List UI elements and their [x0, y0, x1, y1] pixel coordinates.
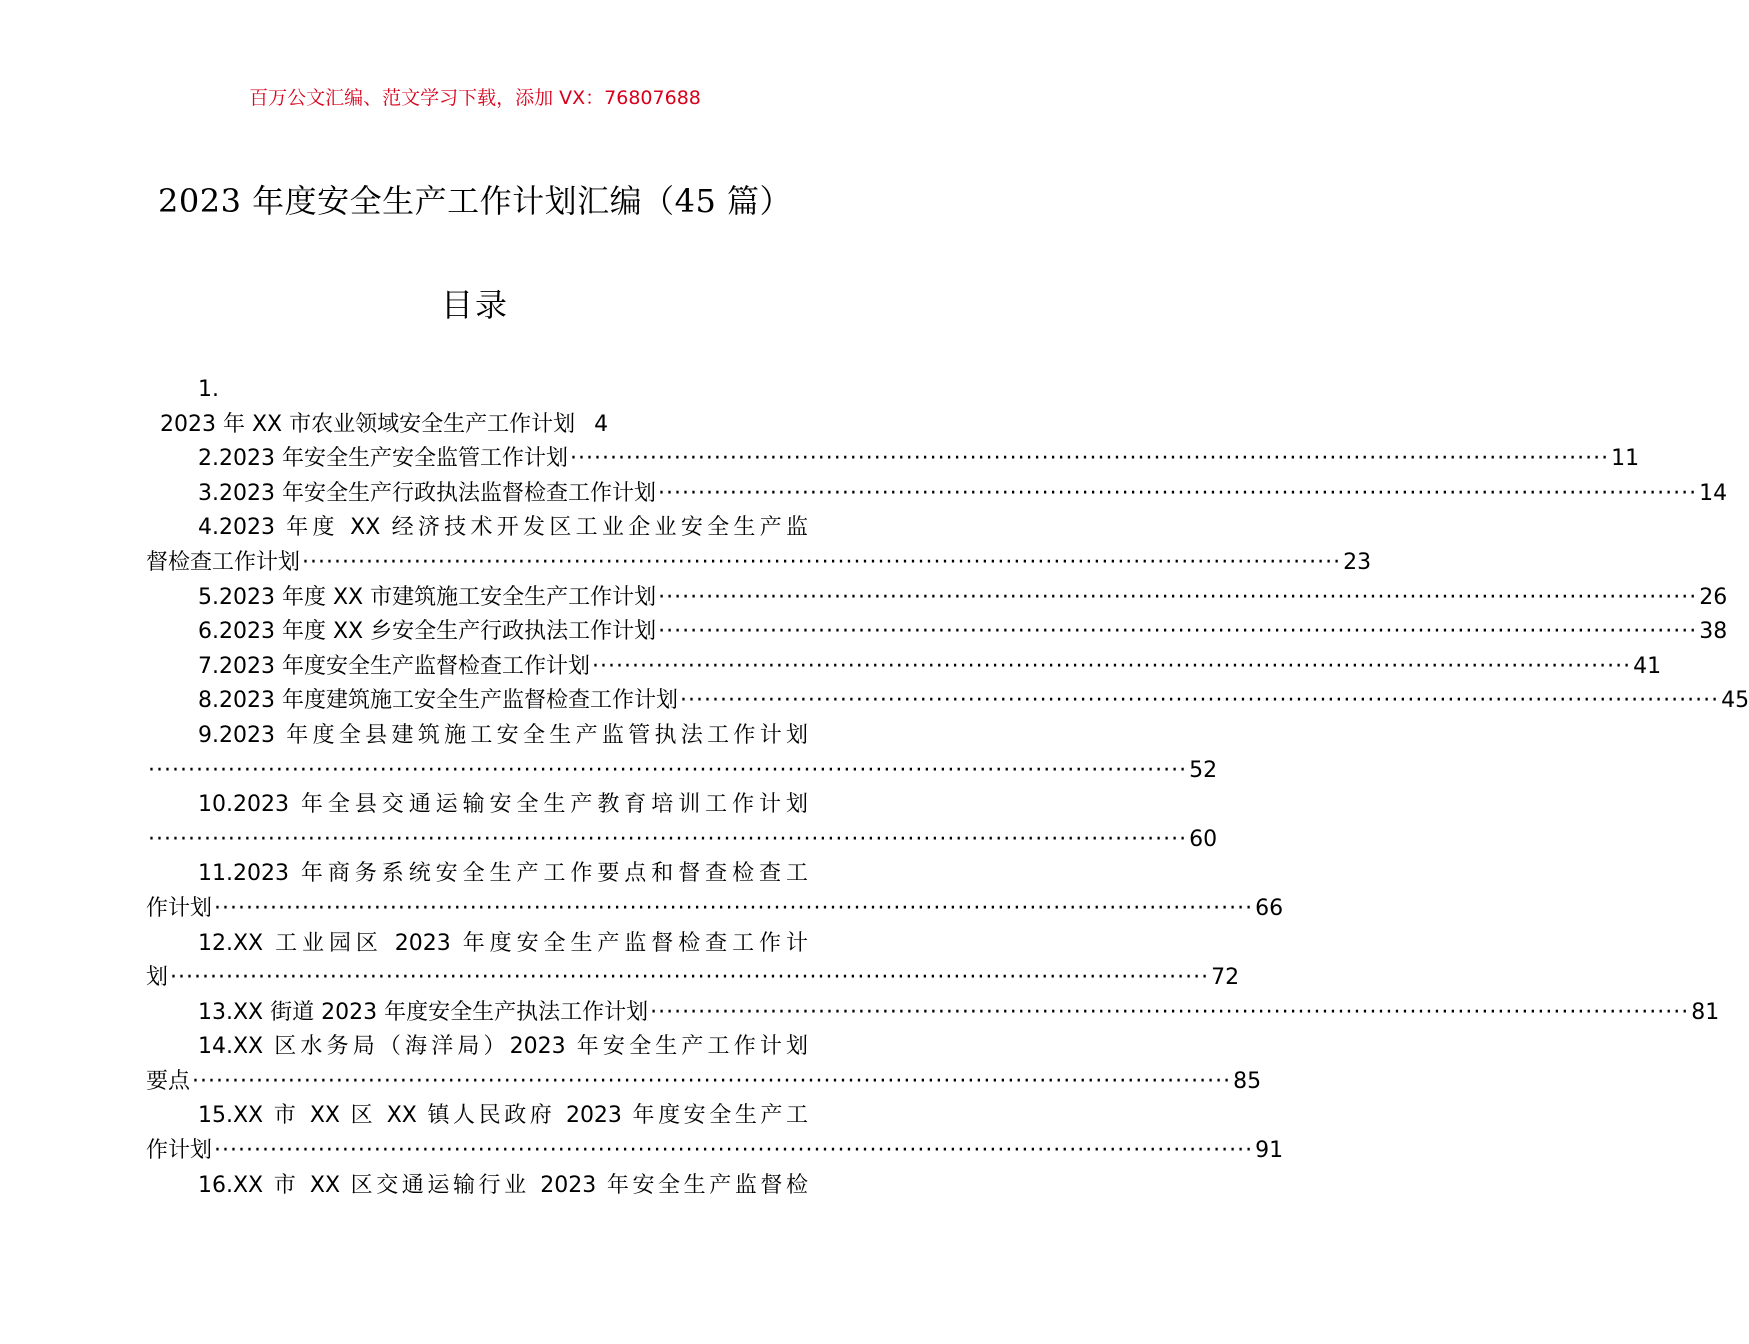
- toc-entry-16[interactable]: [146, 1169, 808, 1204]
- toc-entry-page: 4: [594, 411, 609, 437]
- toc-leader-dots: ··································································································································: [650, 999, 1690, 1025]
- toc-entry-4-continued[interactable]: [146, 546, 1372, 581]
- toc-entry-10[interactable]: [146, 788, 808, 823]
- toc-entry-3[interactable]: [146, 477, 1728, 512]
- toc-entry-14[interactable]: [146, 1030, 808, 1065]
- toc-heading: 目录: [440, 286, 509, 324]
- toc-leader-dots: ··································································································································: [148, 826, 1188, 852]
- toc-leader-dots: ··································································································································: [591, 653, 1632, 679]
- toc-entry-title-continued: 作计划: [146, 895, 213, 921]
- toc-entry-11[interactable]: [146, 857, 808, 892]
- toc-entry-title: 16.XX 市 XX 区交通运输行业 2023 年安全生产监督检: [198, 1172, 808, 1198]
- toc-entry-title: 6.2023 年度 XX 乡安全生产行政执法工作计划: [198, 619, 657, 645]
- toc-leader-dots: ··································································································································: [148, 757, 1188, 783]
- toc-entry-title: 5.2023 年度 XX 市建筑施工安全生产工作计划: [198, 584, 657, 610]
- toc-entry-8[interactable]: [146, 684, 1749, 719]
- toc-entry-title-continued: 督检查工作计划: [146, 549, 301, 575]
- toc-entry-page: 41: [1633, 653, 1662, 679]
- toc-entry-title: 13.XX 街道 2023 年度安全生产执法工作计划: [198, 999, 649, 1025]
- toc-entry-7[interactable]: [146, 650, 1662, 685]
- toc-entry-title: 7.2023 年度安全生产监督检查工作计划: [198, 653, 590, 679]
- toc-entry-title: 8.2023 年度建筑施工安全生产监督检查工作计划: [198, 688, 678, 714]
- toc-entry-9-continued[interactable]: [146, 754, 1218, 789]
- table-of-contents: [146, 373, 1749, 1203]
- toc-entry-title: 3.2023 年安全生产行政执法监督检查工作计划: [198, 480, 656, 506]
- toc-entry-1[interactable]: [146, 408, 808, 443]
- toc-entry-15-continued[interactable]: [146, 1134, 1284, 1169]
- toc-entry-title-continued: 作计划: [146, 1138, 213, 1164]
- header-note: 百万公文汇编、范文学习下载，添加 VX：76807688: [249, 87, 701, 109]
- toc-entry-11-continued[interactable]: [146, 892, 1284, 927]
- toc-entry-15[interactable]: [146, 1099, 808, 1134]
- toc-entry-page: 72: [1211, 965, 1240, 991]
- toc-entry-page: 26: [1699, 584, 1728, 610]
- toc-entry-12-continued[interactable]: [146, 961, 1240, 996]
- toc-entry-page: 85: [1233, 1068, 1262, 1094]
- toc-entry-12[interactable]: [146, 927, 808, 962]
- toc-entry-title: 2023 年 XX 市农业领域安全生产工作计划: [160, 411, 576, 437]
- toc-entry-page: 38: [1699, 619, 1728, 645]
- toc-entry-6[interactable]: [146, 615, 1728, 650]
- toc-entry-13[interactable]: [146, 996, 1720, 1031]
- toc-entry-14-continued[interactable]: [146, 1065, 1262, 1100]
- toc-entry-page: 91: [1255, 1138, 1284, 1164]
- toc-entry-1-number[interactable]: 1.: [198, 377, 219, 402]
- toc-leader-dots: ··································································································································: [657, 480, 1698, 506]
- toc-entry-title-continued: 划: [146, 965, 169, 991]
- toc-entry-title-continued: 要点: [146, 1068, 191, 1094]
- toc-entry-title: 10.2023 年全县交通运输安全生产教育培训工作计划: [198, 792, 808, 818]
- toc-entry-page: 66: [1255, 895, 1284, 921]
- toc-entry-page: 81: [1691, 999, 1720, 1025]
- toc-entry-title: 12.XX 工业园区 2023 年度安全生产监督检查工作计: [198, 930, 808, 956]
- toc-entry-5[interactable]: [146, 581, 1728, 616]
- toc-entry-title: 11.2023 年商务系统安全生产工作要点和督查检查工: [198, 861, 808, 887]
- toc-entry-title: 4.2023 年度 XX 经济技术开发区工业企业安全生产监: [198, 515, 808, 541]
- toc-leader-dots: ··································································································································: [658, 584, 1698, 610]
- toc-entry-page: 45: [1721, 688, 1749, 714]
- toc-leader-dots: ··································································································································: [170, 965, 1210, 991]
- toc-leader-dots: ··································································································································: [214, 1138, 1254, 1164]
- toc-entry-title: 14.XX 区水务局（海洋局）2023 年安全生产工作计划: [198, 1034, 808, 1060]
- toc-entry-page: 60: [1189, 826, 1218, 852]
- toc-leader-dots: ··································································································································: [679, 688, 1720, 714]
- document-title: 2023 年度安全生产工作计划汇编（45 篇）: [157, 182, 792, 220]
- toc-entry-title: 9.2023 年度全县建筑施工安全生产监管执法工作计划: [198, 722, 808, 748]
- toc-entry-10-continued[interactable]: [146, 823, 1218, 858]
- toc-entry-9[interactable]: [146, 719, 808, 754]
- toc-entry-title: 15.XX 市 XX 区 XX 镇人民政府 2023 年度安全生产工: [198, 1103, 808, 1129]
- toc-leader-dots: ··································································································································: [569, 446, 1610, 472]
- toc-entry-page: 14: [1699, 480, 1728, 506]
- toc-entry-4[interactable]: [146, 511, 808, 546]
- toc-leader-dots: ··································································································································: [214, 895, 1254, 921]
- toc-entry-page: 52: [1189, 757, 1218, 783]
- toc-leader-dots: ··································································································································: [302, 549, 1342, 575]
- toc-entry-page: 11: [1611, 446, 1640, 472]
- toc-entry-page: 23: [1343, 549, 1372, 575]
- toc-entry-2[interactable]: [146, 442, 1640, 477]
- toc-leader-dots: ··································································································································: [658, 619, 1698, 645]
- toc-entry-title: 2.2023 年安全生产安全监管工作计划: [198, 446, 568, 472]
- toc-leader-dots: ··································································································································: [192, 1068, 1232, 1094]
